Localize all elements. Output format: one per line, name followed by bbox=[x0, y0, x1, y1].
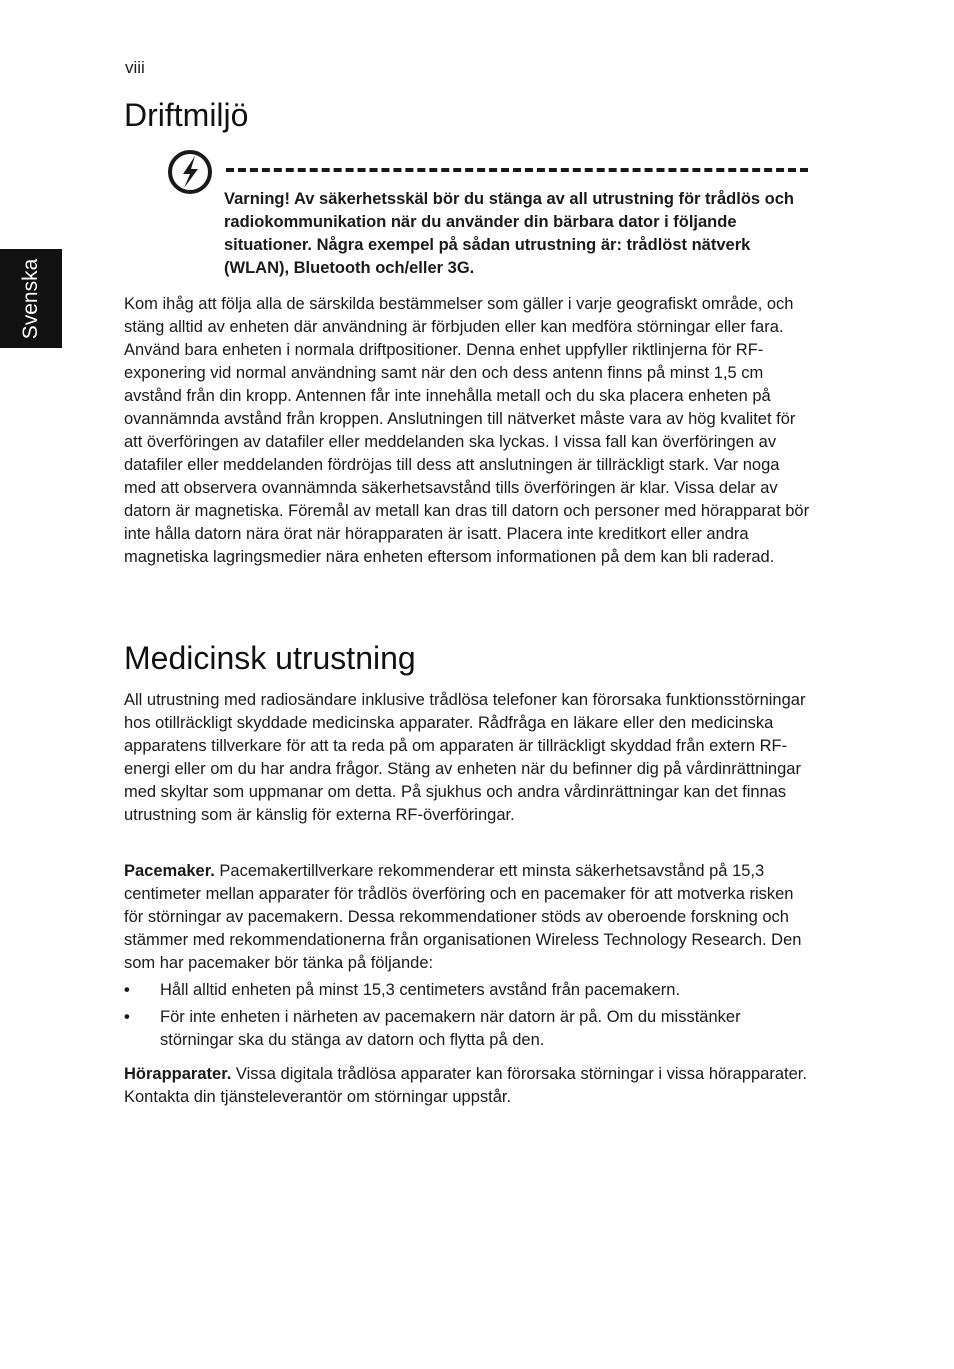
list-item-text: För inte enheten i närheten av pacemakern när datorn är på. Om du misstänker störningar ska du stänga av datorn och flytta på den. bbox=[160, 1008, 741, 1049]
section-title-medicinsk-utrustning: Medicinsk utrustning bbox=[124, 640, 416, 676]
driftmiljo-paragraph: Kom ihåg att följa alla de särskilda bestämmelser som gäller i varje geografiskt område, och stäng alltid av enheten där användning är förbjuden eller kan medföra störningar eller fara. Använd bara enheten i normala driftpositioner. Denna enhet uppfyller riktlinjerna för RF-exponering vid normal användning samt när den och dess antenn finns på minst 1,5 cm avstånd från din kropp. Antennen får inte innehålla metall och du ska placera enheten på ovannämnda avstånd från kroppen. Anslutningen till nätverket måste vara av hög kvalitet för att överföringen av datafiler eller meddelanden ska lyckas. I vissa fall kan överföringen av datafiler eller meddelanden fördröjas till dess att anslutningen är tillräckligt stark. Var noga med att observera ovannämnda säkerhetsavstånd tills överföringen är klar. Vissa delar av datorn är magnetiska. Föremål av metall kan dras till datorn och personer med hörapparat bör inte hålla datorn nära örat när hörapparaten är isatt. Placera inte kreditkort eller andra magnetiska lagringsmedier nära enheten eftersom informationen på dem kan bli raderad. bbox=[124, 295, 810, 566]
warning-divider bbox=[226, 168, 808, 172]
hearing-aid-text: Vissa digitala trådlösa apparater kan förorsaka störningar i vissa hörapparater. Kontakta din tjänsteleverantör om störningar uppstår. bbox=[124, 1065, 807, 1106]
bullet-icon: • bbox=[124, 981, 130, 999]
page-number: viii bbox=[125, 58, 145, 77]
pacemaker-text: Pacemakertillverkare rekommenderar ett minsta säkerhetsavstånd på 15,3 centimeter mellan apparater för trådlös överföring och en pacemaker för att motverka risken för störningar av pacemakern. Dessa rekommendationer stöds av oberoende forskning och stämmer med rekommendationerna från organisationen Wireless Technology Research. Den som har pacemaker bör tänka på följande: bbox=[124, 862, 802, 972]
language-side-tab-label: Svenska bbox=[19, 258, 42, 340]
pacemaker-bullet-list bbox=[124, 979, 814, 1056]
pacemaker-paragraph bbox=[124, 860, 814, 975]
list-item bbox=[124, 979, 814, 1002]
hearing-aid-paragraph bbox=[124, 1063, 814, 1109]
warning-text: Varning! Av säkerhetsskäl bör du stänga av all utrustning för trådlös och radiokommunikation när du använder din bärbara dator i följande situationer. Några exempel på sådan utrustning är: trådlöst nätverk (WLAN), Bluetooth och/eller 3G. bbox=[224, 190, 794, 277]
warning-lightning-icon bbox=[167, 149, 213, 195]
section-title-driftmiljo: Driftmiljö bbox=[124, 97, 249, 133]
hearing-aid-label: Hörapparater. bbox=[124, 1065, 232, 1083]
bullet-icon: • bbox=[124, 1008, 130, 1026]
medical-paragraph: All utrustning med radiosändare inklusive trådlösa telefoner kan förorsaka funktionsstörningar hos otillräckligt skyddade medicinska apparater. Rådfråga en läkare eller den medicinska apparatens tillverkare för att ta reda på om apparaten är tillräckligt skyddad från extern RF-energi eller om du har andra frågor. Stäng av enheten när du befinner dig på vårdinrättningar med skyltar som uppmanar om detta. På sjukhus och andra vårdinrättningar kan det finnas utrustning som är känslig för externa RF-överföringar. bbox=[124, 691, 806, 824]
language-side-tab bbox=[0, 249, 62, 348]
pacemaker-label: Pacemaker. bbox=[124, 862, 215, 880]
list-item bbox=[124, 1006, 814, 1052]
list-item-text: Håll alltid enheten på minst 15,3 centimeters avstånd från pacemakern. bbox=[160, 981, 681, 999]
